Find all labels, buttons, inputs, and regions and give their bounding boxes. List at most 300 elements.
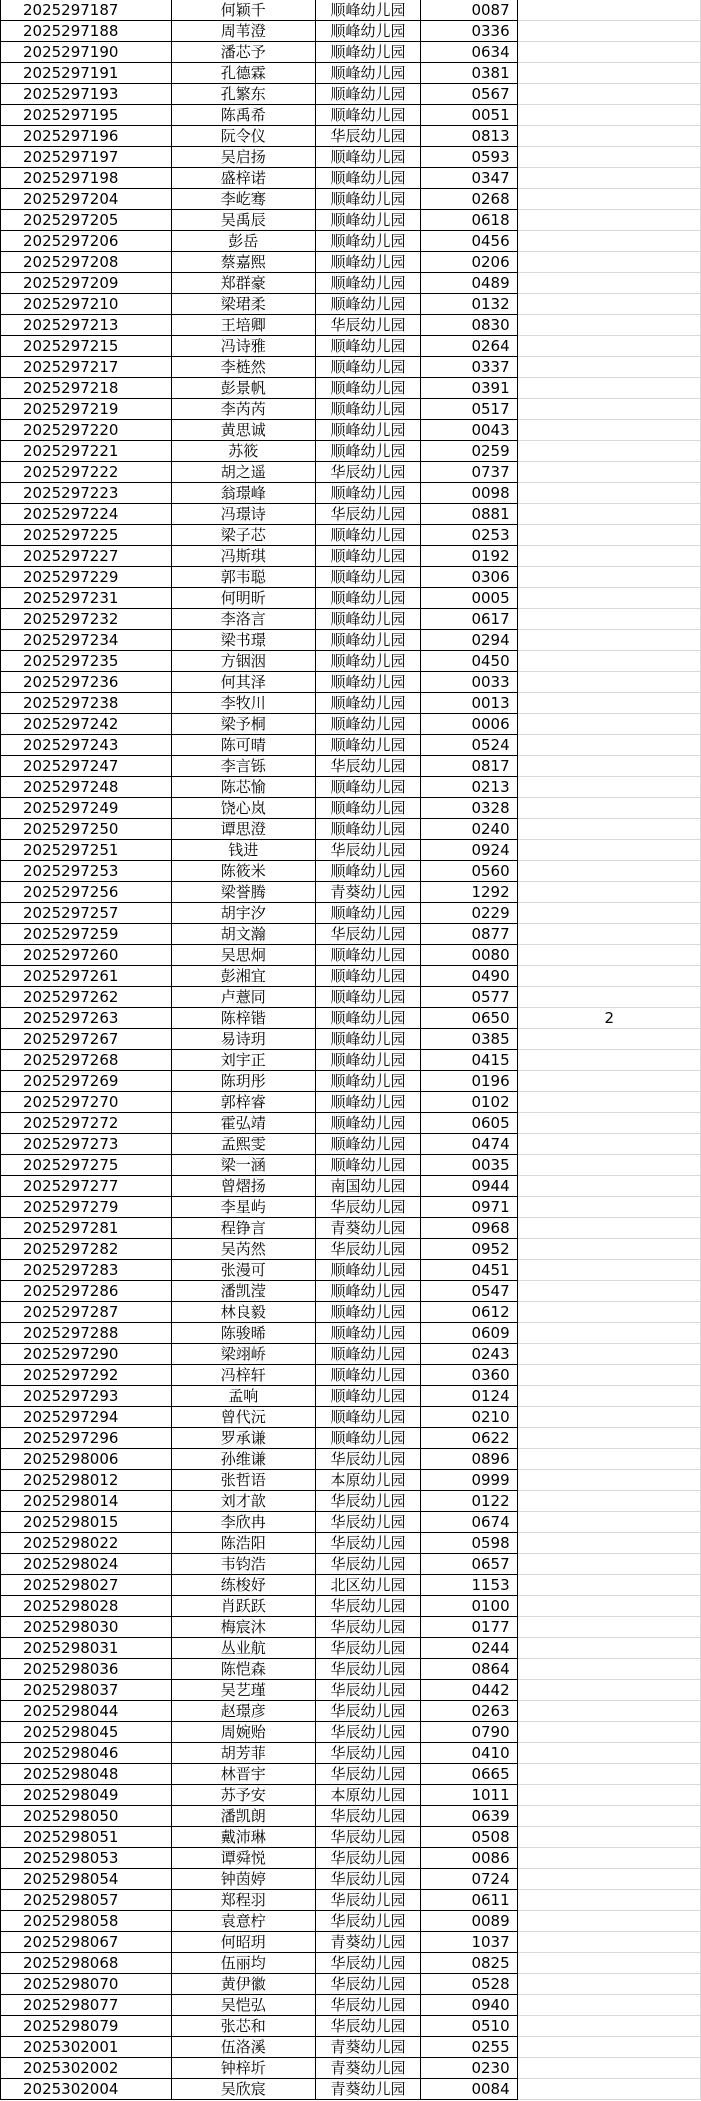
kindergarten-cell[interactable]: 顺峰幼儿园 xyxy=(315,1386,421,1407)
student-id-cell[interactable]: 2025297277 xyxy=(1,1176,172,1197)
student-name-cell[interactable]: 李屹骞 xyxy=(171,189,315,210)
extra-cell[interactable] xyxy=(518,63,701,84)
kindergarten-cell[interactable]: 青葵幼儿园 xyxy=(315,2037,421,2058)
number-cell[interactable]: 0489 xyxy=(421,273,518,294)
number-cell[interactable]: 0391 xyxy=(421,378,518,399)
kindergarten-cell[interactable]: 顺峰幼儿园 xyxy=(315,1323,421,1344)
student-id-cell[interactable]: 2025298051 xyxy=(1,1827,172,1848)
student-id-cell[interactable]: 2025298036 xyxy=(1,1659,172,1680)
student-id-cell[interactable]: 2025298028 xyxy=(1,1596,172,1617)
extra-cell[interactable] xyxy=(518,378,701,399)
number-cell[interactable]: 0593 xyxy=(421,147,518,168)
kindergarten-cell[interactable]: 顺峰幼儿园 xyxy=(315,1302,421,1323)
student-id-cell[interactable]: 2025297234 xyxy=(1,630,172,651)
kindergarten-cell[interactable]: 华辰幼儿园 xyxy=(315,1764,421,1785)
extra-cell[interactable] xyxy=(518,2058,701,2079)
extra-cell[interactable] xyxy=(518,1176,701,1197)
number-cell[interactable]: 0474 xyxy=(421,1134,518,1155)
extra-cell[interactable] xyxy=(518,1932,701,1953)
kindergarten-cell[interactable]: 顺峰幼儿园 xyxy=(315,1134,421,1155)
student-id-cell[interactable]: 2025297222 xyxy=(1,462,172,483)
student-id-cell[interactable]: 2025297273 xyxy=(1,1134,172,1155)
student-id-cell[interactable]: 2025298049 xyxy=(1,1785,172,1806)
student-name-cell[interactable]: 陈禹希 xyxy=(171,105,315,126)
kindergarten-cell[interactable]: 华辰幼儿园 xyxy=(315,1701,421,1722)
number-cell[interactable]: 0634 xyxy=(421,42,518,63)
student-id-cell[interactable]: 2025297261 xyxy=(1,966,172,987)
student-name-cell[interactable]: 梁书璟 xyxy=(171,630,315,651)
student-name-cell[interactable]: 卢薏同 xyxy=(171,987,315,1008)
extra-cell[interactable] xyxy=(518,1995,701,2016)
student-name-cell[interactable]: 袁意柠 xyxy=(171,1911,315,1932)
student-id-cell[interactable]: 2025297193 xyxy=(1,84,172,105)
student-name-cell[interactable]: 李欣冉 xyxy=(171,1512,315,1533)
extra-cell[interactable] xyxy=(518,2079,701,2100)
student-name-cell[interactable]: 戴沛琳 xyxy=(171,1827,315,1848)
kindergarten-cell[interactable]: 华辰幼儿园 xyxy=(315,1449,421,1470)
student-id-cell[interactable]: 2025298070 xyxy=(1,1974,172,1995)
extra-cell[interactable] xyxy=(518,252,701,273)
number-cell[interactable]: 0442 xyxy=(421,1680,518,1701)
student-name-cell[interactable]: 吴恺弘 xyxy=(171,1995,315,2016)
kindergarten-cell[interactable]: 青葵幼儿园 xyxy=(315,2079,421,2100)
kindergarten-cell[interactable]: 顺峰幼儿园 xyxy=(315,294,421,315)
student-id-cell[interactable]: 2025297218 xyxy=(1,378,172,399)
extra-cell[interactable] xyxy=(518,1071,701,1092)
number-cell[interactable]: 0952 xyxy=(421,1239,518,1260)
extra-cell[interactable] xyxy=(518,987,701,1008)
student-id-cell[interactable]: 2025297208 xyxy=(1,252,172,273)
student-id-cell[interactable]: 2025297281 xyxy=(1,1218,172,1239)
extra-cell[interactable] xyxy=(518,1659,701,1680)
extra-cell[interactable] xyxy=(518,2016,701,2037)
number-cell[interactable]: 0213 xyxy=(421,777,518,798)
kindergarten-cell[interactable]: 华辰幼儿园 xyxy=(315,1617,421,1638)
extra-cell[interactable] xyxy=(518,420,701,441)
student-name-cell[interactable]: 李梿然 xyxy=(171,357,315,378)
student-id-cell[interactable]: 2025298079 xyxy=(1,2016,172,2037)
kindergarten-cell[interactable]: 华辰幼儿园 xyxy=(315,840,421,861)
kindergarten-cell[interactable]: 华辰幼儿园 xyxy=(315,1554,421,1575)
number-cell[interactable]: 0612 xyxy=(421,1302,518,1323)
student-id-cell[interactable]: 2025297220 xyxy=(1,420,172,441)
student-id-cell[interactable]: 2025297272 xyxy=(1,1113,172,1134)
student-name-cell[interactable]: 郭韦聪 xyxy=(171,567,315,588)
student-name-cell[interactable]: 李芮芮 xyxy=(171,399,315,420)
student-name-cell[interactable]: 胡之遥 xyxy=(171,462,315,483)
student-id-cell[interactable]: 2025302002 xyxy=(1,2058,172,2079)
number-cell[interactable]: 0122 xyxy=(421,1491,518,1512)
student-id-cell[interactable]: 2025297250 xyxy=(1,819,172,840)
kindergarten-cell[interactable]: 顺峰幼儿园 xyxy=(315,273,421,294)
number-cell[interactable]: 0598 xyxy=(421,1533,518,1554)
extra-cell[interactable] xyxy=(518,1428,701,1449)
student-name-cell[interactable]: 蔡嘉熙 xyxy=(171,252,315,273)
kindergarten-cell[interactable]: 华辰幼儿园 xyxy=(315,126,421,147)
extra-cell[interactable] xyxy=(518,1029,701,1050)
student-id-cell[interactable]: 2025297229 xyxy=(1,567,172,588)
student-name-cell[interactable]: 吴欣宸 xyxy=(171,2079,315,2100)
kindergarten-cell[interactable]: 顺峰幼儿园 xyxy=(315,693,421,714)
student-name-cell[interactable]: 孙维谦 xyxy=(171,1449,315,1470)
student-name-cell[interactable]: 陈玥彤 xyxy=(171,1071,315,1092)
student-name-cell[interactable]: 黄伊徽 xyxy=(171,1974,315,1995)
extra-cell[interactable] xyxy=(518,1323,701,1344)
number-cell[interactable]: 0229 xyxy=(421,903,518,924)
extra-cell[interactable] xyxy=(518,1218,701,1239)
student-id-cell[interactable]: 2025297262 xyxy=(1,987,172,1008)
student-id-cell[interactable]: 2025297248 xyxy=(1,777,172,798)
student-id-cell[interactable]: 2025297219 xyxy=(1,399,172,420)
kindergarten-cell[interactable]: 华辰幼儿园 xyxy=(315,1974,421,1995)
extra-cell[interactable] xyxy=(518,1155,701,1176)
number-cell[interactable]: 0410 xyxy=(421,1743,518,1764)
student-name-cell[interactable]: 李洛言 xyxy=(171,609,315,630)
extra-cell[interactable] xyxy=(518,1365,701,1386)
student-id-cell[interactable]: 2025297213 xyxy=(1,315,172,336)
kindergarten-cell[interactable]: 华辰幼儿园 xyxy=(315,924,421,945)
student-id-cell[interactable]: 2025298030 xyxy=(1,1617,172,1638)
student-name-cell[interactable]: 何明昕 xyxy=(171,588,315,609)
extra-cell[interactable] xyxy=(518,1092,701,1113)
student-name-cell[interactable]: 曾代沅 xyxy=(171,1407,315,1428)
extra-cell[interactable] xyxy=(518,1869,701,1890)
student-id-cell[interactable]: 2025297288 xyxy=(1,1323,172,1344)
extra-cell[interactable] xyxy=(518,1785,701,1806)
extra-cell[interactable] xyxy=(518,1890,701,1911)
kindergarten-cell[interactable]: 青葵幼儿园 xyxy=(315,2058,421,2079)
student-name-cell[interactable]: 梁一涵 xyxy=(171,1155,315,1176)
extra-cell[interactable] xyxy=(518,42,701,63)
kindergarten-cell[interactable]: 青葵幼儿园 xyxy=(315,882,421,903)
student-id-cell[interactable]: 2025297287 xyxy=(1,1302,172,1323)
student-name-cell[interactable]: 钱进 xyxy=(171,840,315,861)
extra-cell[interactable] xyxy=(518,1764,701,1785)
kindergarten-cell[interactable]: 顺峰幼儿园 xyxy=(315,525,421,546)
number-cell[interactable]: 0415 xyxy=(421,1050,518,1071)
student-id-cell[interactable]: 2025298037 xyxy=(1,1680,172,1701)
number-cell[interactable]: 0864 xyxy=(421,1659,518,1680)
extra-cell[interactable] xyxy=(518,1302,701,1323)
extra-cell[interactable] xyxy=(518,588,701,609)
number-cell[interactable]: 0385 xyxy=(421,1029,518,1050)
kindergarten-cell[interactable]: 顺峰幼儿园 xyxy=(315,0,421,21)
student-id-cell[interactable]: 2025297290 xyxy=(1,1344,172,1365)
number-cell[interactable]: 0657 xyxy=(421,1554,518,1575)
student-name-cell[interactable]: 谭舜悦 xyxy=(171,1848,315,1869)
extra-cell[interactable] xyxy=(518,168,701,189)
student-name-cell[interactable]: 林良毅 xyxy=(171,1302,315,1323)
student-id-cell[interactable]: 2025297215 xyxy=(1,336,172,357)
kindergarten-cell[interactable]: 华辰幼儿园 xyxy=(315,1890,421,1911)
student-id-cell[interactable]: 2025298053 xyxy=(1,1848,172,1869)
student-name-cell[interactable]: 孔德霖 xyxy=(171,63,315,84)
kindergarten-cell[interactable]: 顺峰幼儿园 xyxy=(315,420,421,441)
kindergarten-cell[interactable]: 顺峰幼儿园 xyxy=(315,966,421,987)
student-name-cell[interactable]: 刘才歆 xyxy=(171,1491,315,1512)
extra-cell[interactable] xyxy=(518,861,701,882)
number-cell[interactable]: 0043 xyxy=(421,420,518,441)
student-name-cell[interactable]: 潘凯滢 xyxy=(171,1281,315,1302)
extra-cell[interactable] xyxy=(518,273,701,294)
student-name-cell[interactable]: 陈筱米 xyxy=(171,861,315,882)
kindergarten-cell[interactable]: 华辰幼儿园 xyxy=(315,1827,421,1848)
kindergarten-cell[interactable]: 顺峰幼儿园 xyxy=(315,105,421,126)
kindergarten-cell[interactable]: 顺峰幼儿园 xyxy=(315,630,421,651)
student-name-cell[interactable]: 陈可晴 xyxy=(171,735,315,756)
number-cell[interactable]: 0177 xyxy=(421,1617,518,1638)
student-id-cell[interactable]: 2025298058 xyxy=(1,1911,172,1932)
student-id-cell[interactable]: 2025297227 xyxy=(1,546,172,567)
student-id-cell[interactable]: 2025298046 xyxy=(1,1743,172,1764)
extra-cell[interactable] xyxy=(518,1533,701,1554)
student-id-cell[interactable]: 2025297269 xyxy=(1,1071,172,1092)
student-id-cell[interactable]: 2025297224 xyxy=(1,504,172,525)
number-cell[interactable]: 0924 xyxy=(421,840,518,861)
extra-cell[interactable] xyxy=(518,1806,701,1827)
number-cell[interactable]: 0005 xyxy=(421,588,518,609)
kindergarten-cell[interactable]: 华辰幼儿园 xyxy=(315,1596,421,1617)
student-id-cell[interactable]: 2025302004 xyxy=(1,2079,172,2100)
kindergarten-cell[interactable]: 顺峰幼儿园 xyxy=(315,987,421,1008)
extra-cell[interactable] xyxy=(518,819,701,840)
number-cell[interactable]: 0560 xyxy=(421,861,518,882)
student-name-cell[interactable]: 李星屿 xyxy=(171,1197,315,1218)
kindergarten-cell[interactable]: 华辰幼儿园 xyxy=(315,462,421,483)
student-id-cell[interactable]: 2025298057 xyxy=(1,1890,172,1911)
student-id-cell[interactable]: 2025297249 xyxy=(1,798,172,819)
kindergarten-cell[interactable]: 顺峰幼儿园 xyxy=(315,1281,421,1302)
extra-cell[interactable] xyxy=(518,1554,701,1575)
number-cell[interactable]: 0051 xyxy=(421,105,518,126)
extra-cell[interactable] xyxy=(518,462,701,483)
number-cell[interactable]: 0650 xyxy=(421,1008,518,1029)
student-id-cell[interactable]: 2025297275 xyxy=(1,1155,172,1176)
kindergarten-cell[interactable]: 顺峰幼儿园 xyxy=(315,945,421,966)
kindergarten-cell[interactable]: 顺峰幼儿园 xyxy=(315,378,421,399)
student-name-cell[interactable]: 张漫可 xyxy=(171,1260,315,1281)
kindergarten-cell[interactable]: 顺峰幼儿园 xyxy=(315,1113,421,1134)
extra-cell[interactable] xyxy=(518,1260,701,1281)
kindergarten-cell[interactable]: 顺峰幼儿园 xyxy=(315,1428,421,1449)
student-name-cell[interactable]: 翁璟峰 xyxy=(171,483,315,504)
student-id-cell[interactable]: 2025298068 xyxy=(1,1953,172,1974)
kindergarten-cell[interactable]: 顺峰幼儿园 xyxy=(315,168,421,189)
student-name-cell[interactable]: 胡芳菲 xyxy=(171,1743,315,1764)
kindergarten-cell[interactable]: 本原幼儿园 xyxy=(315,1470,421,1491)
student-id-cell[interactable]: 2025297243 xyxy=(1,735,172,756)
student-name-cell[interactable]: 梁翊峤 xyxy=(171,1344,315,1365)
student-name-cell[interactable]: 练梭妤 xyxy=(171,1575,315,1596)
number-cell[interactable]: 0230 xyxy=(421,2058,518,2079)
kindergarten-cell[interactable]: 华辰幼儿园 xyxy=(315,1743,421,1764)
number-cell[interactable]: 0724 xyxy=(421,1869,518,1890)
student-name-cell[interactable]: 梅宸沐 xyxy=(171,1617,315,1638)
extra-cell[interactable] xyxy=(518,1596,701,1617)
kindergarten-cell[interactable]: 华辰幼儿园 xyxy=(315,1722,421,1743)
student-name-cell[interactable]: 孟熙雯 xyxy=(171,1134,315,1155)
kindergarten-cell[interactable]: 南国幼儿园 xyxy=(315,1176,421,1197)
student-name-cell[interactable]: 周苇澄 xyxy=(171,21,315,42)
extra-cell[interactable] xyxy=(518,1743,701,1764)
student-name-cell[interactable]: 张哲语 xyxy=(171,1470,315,1491)
student-id-cell[interactable]: 2025297296 xyxy=(1,1428,172,1449)
extra-cell[interactable] xyxy=(518,1050,701,1071)
extra-cell[interactable] xyxy=(518,1470,701,1491)
student-id-cell[interactable]: 2025297251 xyxy=(1,840,172,861)
extra-cell[interactable] xyxy=(518,21,701,42)
student-name-cell[interactable]: 胡文瀚 xyxy=(171,924,315,945)
number-cell[interactable]: 0813 xyxy=(421,126,518,147)
extra-cell[interactable] xyxy=(518,147,701,168)
student-name-cell[interactable]: 彭景帆 xyxy=(171,378,315,399)
number-cell[interactable]: 0264 xyxy=(421,336,518,357)
student-name-cell[interactable]: 苏予安 xyxy=(171,1785,315,1806)
student-id-cell[interactable]: 2025298014 xyxy=(1,1491,172,1512)
kindergarten-cell[interactable]: 华辰幼儿园 xyxy=(315,1995,421,2016)
number-cell[interactable]: 0328 xyxy=(421,798,518,819)
extra-cell[interactable] xyxy=(518,1134,701,1155)
student-name-cell[interactable]: 冯斯琪 xyxy=(171,546,315,567)
student-name-cell[interactable]: 陈恺森 xyxy=(171,1659,315,1680)
extra-cell[interactable] xyxy=(518,504,701,525)
extra-cell[interactable] xyxy=(518,903,701,924)
student-name-cell[interactable]: 李牧川 xyxy=(171,693,315,714)
student-id-cell[interactable]: 2025298045 xyxy=(1,1722,172,1743)
number-cell[interactable]: 0611 xyxy=(421,1890,518,1911)
number-cell[interactable]: 0268 xyxy=(421,189,518,210)
student-id-cell[interactable]: 2025297293 xyxy=(1,1386,172,1407)
number-cell[interactable]: 0490 xyxy=(421,966,518,987)
student-name-cell[interactable]: 梁子芯 xyxy=(171,525,315,546)
student-id-cell[interactable]: 2025297279 xyxy=(1,1197,172,1218)
student-name-cell[interactable]: 冯璟诗 xyxy=(171,504,315,525)
student-name-cell[interactable]: 罗承谦 xyxy=(171,1428,315,1449)
student-id-cell[interactable]: 2025298044 xyxy=(1,1701,172,1722)
number-cell[interactable]: 0451 xyxy=(421,1260,518,1281)
extra-cell[interactable] xyxy=(518,609,701,630)
number-cell[interactable]: 0968 xyxy=(421,1218,518,1239)
extra-cell[interactable] xyxy=(518,714,701,735)
number-cell[interactable]: 0210 xyxy=(421,1407,518,1428)
kindergarten-cell[interactable]: 华辰幼儿园 xyxy=(315,1680,421,1701)
kindergarten-cell[interactable]: 顺峰幼儿园 xyxy=(315,546,421,567)
student-name-cell[interactable]: 孔繁东 xyxy=(171,84,315,105)
number-cell[interactable]: 0622 xyxy=(421,1428,518,1449)
number-cell[interactable]: 0006 xyxy=(421,714,518,735)
extra-cell[interactable] xyxy=(518,1827,701,1848)
kindergarten-cell[interactable]: 北区幼儿园 xyxy=(315,1575,421,1596)
kindergarten-cell[interactable]: 华辰幼儿园 xyxy=(315,1911,421,1932)
student-id-cell[interactable]: 2025298024 xyxy=(1,1554,172,1575)
number-cell[interactable]: 0336 xyxy=(421,21,518,42)
extra-cell[interactable] xyxy=(518,672,701,693)
student-id-cell[interactable]: 2025297247 xyxy=(1,756,172,777)
number-cell[interactable]: 0508 xyxy=(421,1827,518,1848)
kindergarten-cell[interactable]: 华辰幼儿园 xyxy=(315,1638,421,1659)
number-cell[interactable]: 0381 xyxy=(421,63,518,84)
kindergarten-cell[interactable]: 顺峰幼儿园 xyxy=(315,1407,421,1428)
extra-cell[interactable] xyxy=(518,1281,701,1302)
extra-cell[interactable] xyxy=(518,777,701,798)
kindergarten-cell[interactable]: 顺峰幼儿园 xyxy=(315,861,421,882)
number-cell[interactable]: 0124 xyxy=(421,1386,518,1407)
extra-cell[interactable] xyxy=(518,1638,701,1659)
student-id-cell[interactable]: 2025302001 xyxy=(1,2037,172,2058)
student-name-cell[interactable]: 彭岳 xyxy=(171,231,315,252)
kindergarten-cell[interactable]: 青葵幼儿园 xyxy=(315,1932,421,1953)
student-id-cell[interactable]: 2025297260 xyxy=(1,945,172,966)
number-cell[interactable]: 0033 xyxy=(421,672,518,693)
student-id-cell[interactable]: 2025298031 xyxy=(1,1638,172,1659)
kindergarten-cell[interactable]: 顺峰幼儿园 xyxy=(315,210,421,231)
number-cell[interactable]: 1292 xyxy=(421,882,518,903)
kindergarten-cell[interactable]: 顺峰幼儿园 xyxy=(315,567,421,588)
student-name-cell[interactable]: 伍洛溪 xyxy=(171,2037,315,2058)
student-id-cell[interactable]: 2025298077 xyxy=(1,1995,172,2016)
number-cell[interactable]: 0971 xyxy=(421,1197,518,1218)
student-name-cell[interactable]: 陈骏晞 xyxy=(171,1323,315,1344)
extra-cell[interactable] xyxy=(518,693,701,714)
student-name-cell[interactable]: 孟响 xyxy=(171,1386,315,1407)
student-name-cell[interactable]: 陈浩阳 xyxy=(171,1533,315,1554)
kindergarten-cell[interactable]: 顺峰幼儿园 xyxy=(315,357,421,378)
extra-cell[interactable] xyxy=(518,882,701,903)
student-id-cell[interactable]: 2025298006 xyxy=(1,1449,172,1470)
student-id-cell[interactable]: 2025297268 xyxy=(1,1050,172,1071)
kindergarten-cell[interactable]: 顺峰幼儿园 xyxy=(315,483,421,504)
number-cell[interactable]: 0877 xyxy=(421,924,518,945)
extra-cell[interactable] xyxy=(518,735,701,756)
number-cell[interactable]: 0035 xyxy=(421,1155,518,1176)
number-cell[interactable]: 0013 xyxy=(421,693,518,714)
student-id-cell[interactable]: 2025297206 xyxy=(1,231,172,252)
number-cell[interactable]: 0547 xyxy=(421,1281,518,1302)
kindergarten-cell[interactable]: 顺峰幼儿园 xyxy=(315,1365,421,1386)
student-name-cell[interactable]: 潘芯予 xyxy=(171,42,315,63)
student-id-cell[interactable]: 2025298015 xyxy=(1,1512,172,1533)
student-name-cell[interactable]: 吴禹辰 xyxy=(171,210,315,231)
student-id-cell[interactable]: 2025297238 xyxy=(1,693,172,714)
extra-cell[interactable] xyxy=(518,1449,701,1470)
kindergarten-cell[interactable]: 华辰幼儿园 xyxy=(315,1848,421,1869)
student-name-cell[interactable]: 盛梓诺 xyxy=(171,168,315,189)
student-id-cell[interactable]: 2025297188 xyxy=(1,21,172,42)
student-id-cell[interactable]: 2025297231 xyxy=(1,588,172,609)
student-name-cell[interactable]: 刘宇正 xyxy=(171,1050,315,1071)
number-cell[interactable]: 0528 xyxy=(421,1974,518,1995)
number-cell[interactable]: 0639 xyxy=(421,1806,518,1827)
extra-cell[interactable] xyxy=(518,84,701,105)
number-cell[interactable]: 0825 xyxy=(421,1953,518,1974)
student-name-cell[interactable]: 王培卿 xyxy=(171,315,315,336)
extra-cell[interactable] xyxy=(518,105,701,126)
kindergarten-cell[interactable]: 顺峰幼儿园 xyxy=(315,21,421,42)
extra-cell[interactable] xyxy=(518,1344,701,1365)
student-name-cell[interactable]: 吴思炯 xyxy=(171,945,315,966)
kindergarten-cell[interactable]: 顺峰幼儿园 xyxy=(315,1050,421,1071)
number-cell[interactable]: 0456 xyxy=(421,231,518,252)
extra-cell[interactable] xyxy=(518,441,701,462)
extra-cell[interactable] xyxy=(518,210,701,231)
student-id-cell[interactable]: 2025297263 xyxy=(1,1008,172,1029)
number-cell[interactable]: 0192 xyxy=(421,546,518,567)
kindergarten-cell[interactable]: 顺峰幼儿园 xyxy=(315,1071,421,1092)
number-cell[interactable]: 0567 xyxy=(421,84,518,105)
extra-cell[interactable] xyxy=(518,1491,701,1512)
number-cell[interactable]: 0896 xyxy=(421,1449,518,1470)
number-cell[interactable]: 0255 xyxy=(421,2037,518,2058)
